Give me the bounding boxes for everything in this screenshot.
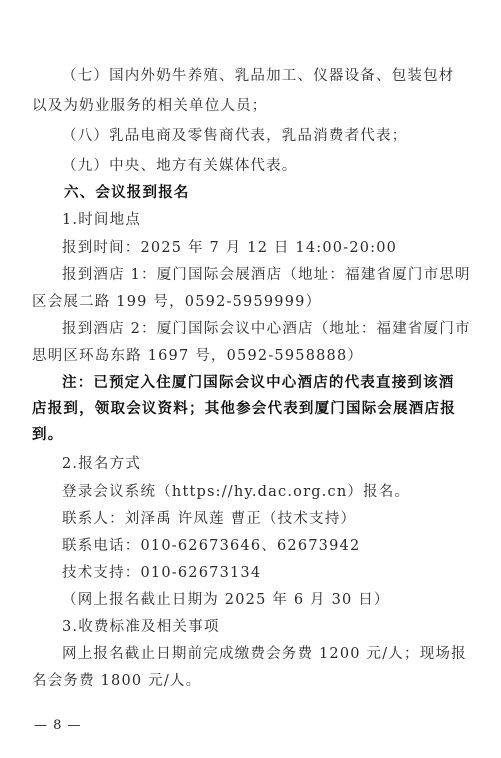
hotel-2-line-2: 思明区环岛东路 1697 号，0592-5958888） xyxy=(32,348,364,364)
page-number: — 8 — xyxy=(34,718,82,733)
tech-support-phone: 技术支持：010-62673134 xyxy=(62,565,262,581)
subheading-time-location: 1.时间地点 xyxy=(62,212,142,228)
hotel-1-line-2: 区会展二路 199 号，0592-5959999） xyxy=(32,294,322,310)
fee-line-2: 名会务费 1800 元/人。 xyxy=(32,673,202,689)
item-eight: （八）乳品电商及零售商代表，乳品消费者代表； xyxy=(62,128,408,144)
item-seven-line-1: （七）国内外奶牛养殖、乳品加工、仪器设备、包装包材 xyxy=(62,68,455,84)
section-heading-six: 六、会议报到报名 xyxy=(64,184,190,201)
contact-persons: 联系人：刘泽禹 许凤莲 曹正（技术支持） xyxy=(62,511,357,527)
item-seven-line-2: 以及为奶业服务的相关单位人员； xyxy=(32,98,268,114)
contact-phone: 联系电话：010-62673646、62673942 xyxy=(62,538,361,554)
hotel-1-line-1: 报到酒店 1：厦门国际会展酒店（地址：福建省厦门市思明 xyxy=(62,267,471,283)
subheading-registration: 2.报名方式 xyxy=(62,456,142,472)
checkin-time: 报到时间：2025 年 7 月 12 日 14:00-20:00 xyxy=(62,240,398,256)
registration-system: 登录会议系统（https://hy.dac.org.cn）报名。 xyxy=(62,484,411,500)
hotel-2-line-1: 报到酒店 2：厦门国际会议中心酒店（地址：福建省厦门市 xyxy=(62,321,471,337)
note-line-1: 注：已预定入住厦门国际会议中心酒店的代表直接到该酒 xyxy=(62,374,455,391)
note-line-2: 店报到，领取会议资料；其他参会代表到厦门国际会展酒店报 xyxy=(32,400,456,417)
fee-line-1: 网上报名截止日期前完成缴费会务费 1200 元/人；现场报 xyxy=(62,646,467,662)
subheading-fees: 3.收费标准及相关事项 xyxy=(62,619,220,635)
item-nine: （九）中央、地方有关媒体代表。 xyxy=(62,158,298,174)
registration-deadline: （网上报名截止日期为 2025 年 6 月 30 日） xyxy=(62,592,390,608)
note-line-3: 到。 xyxy=(32,426,64,443)
